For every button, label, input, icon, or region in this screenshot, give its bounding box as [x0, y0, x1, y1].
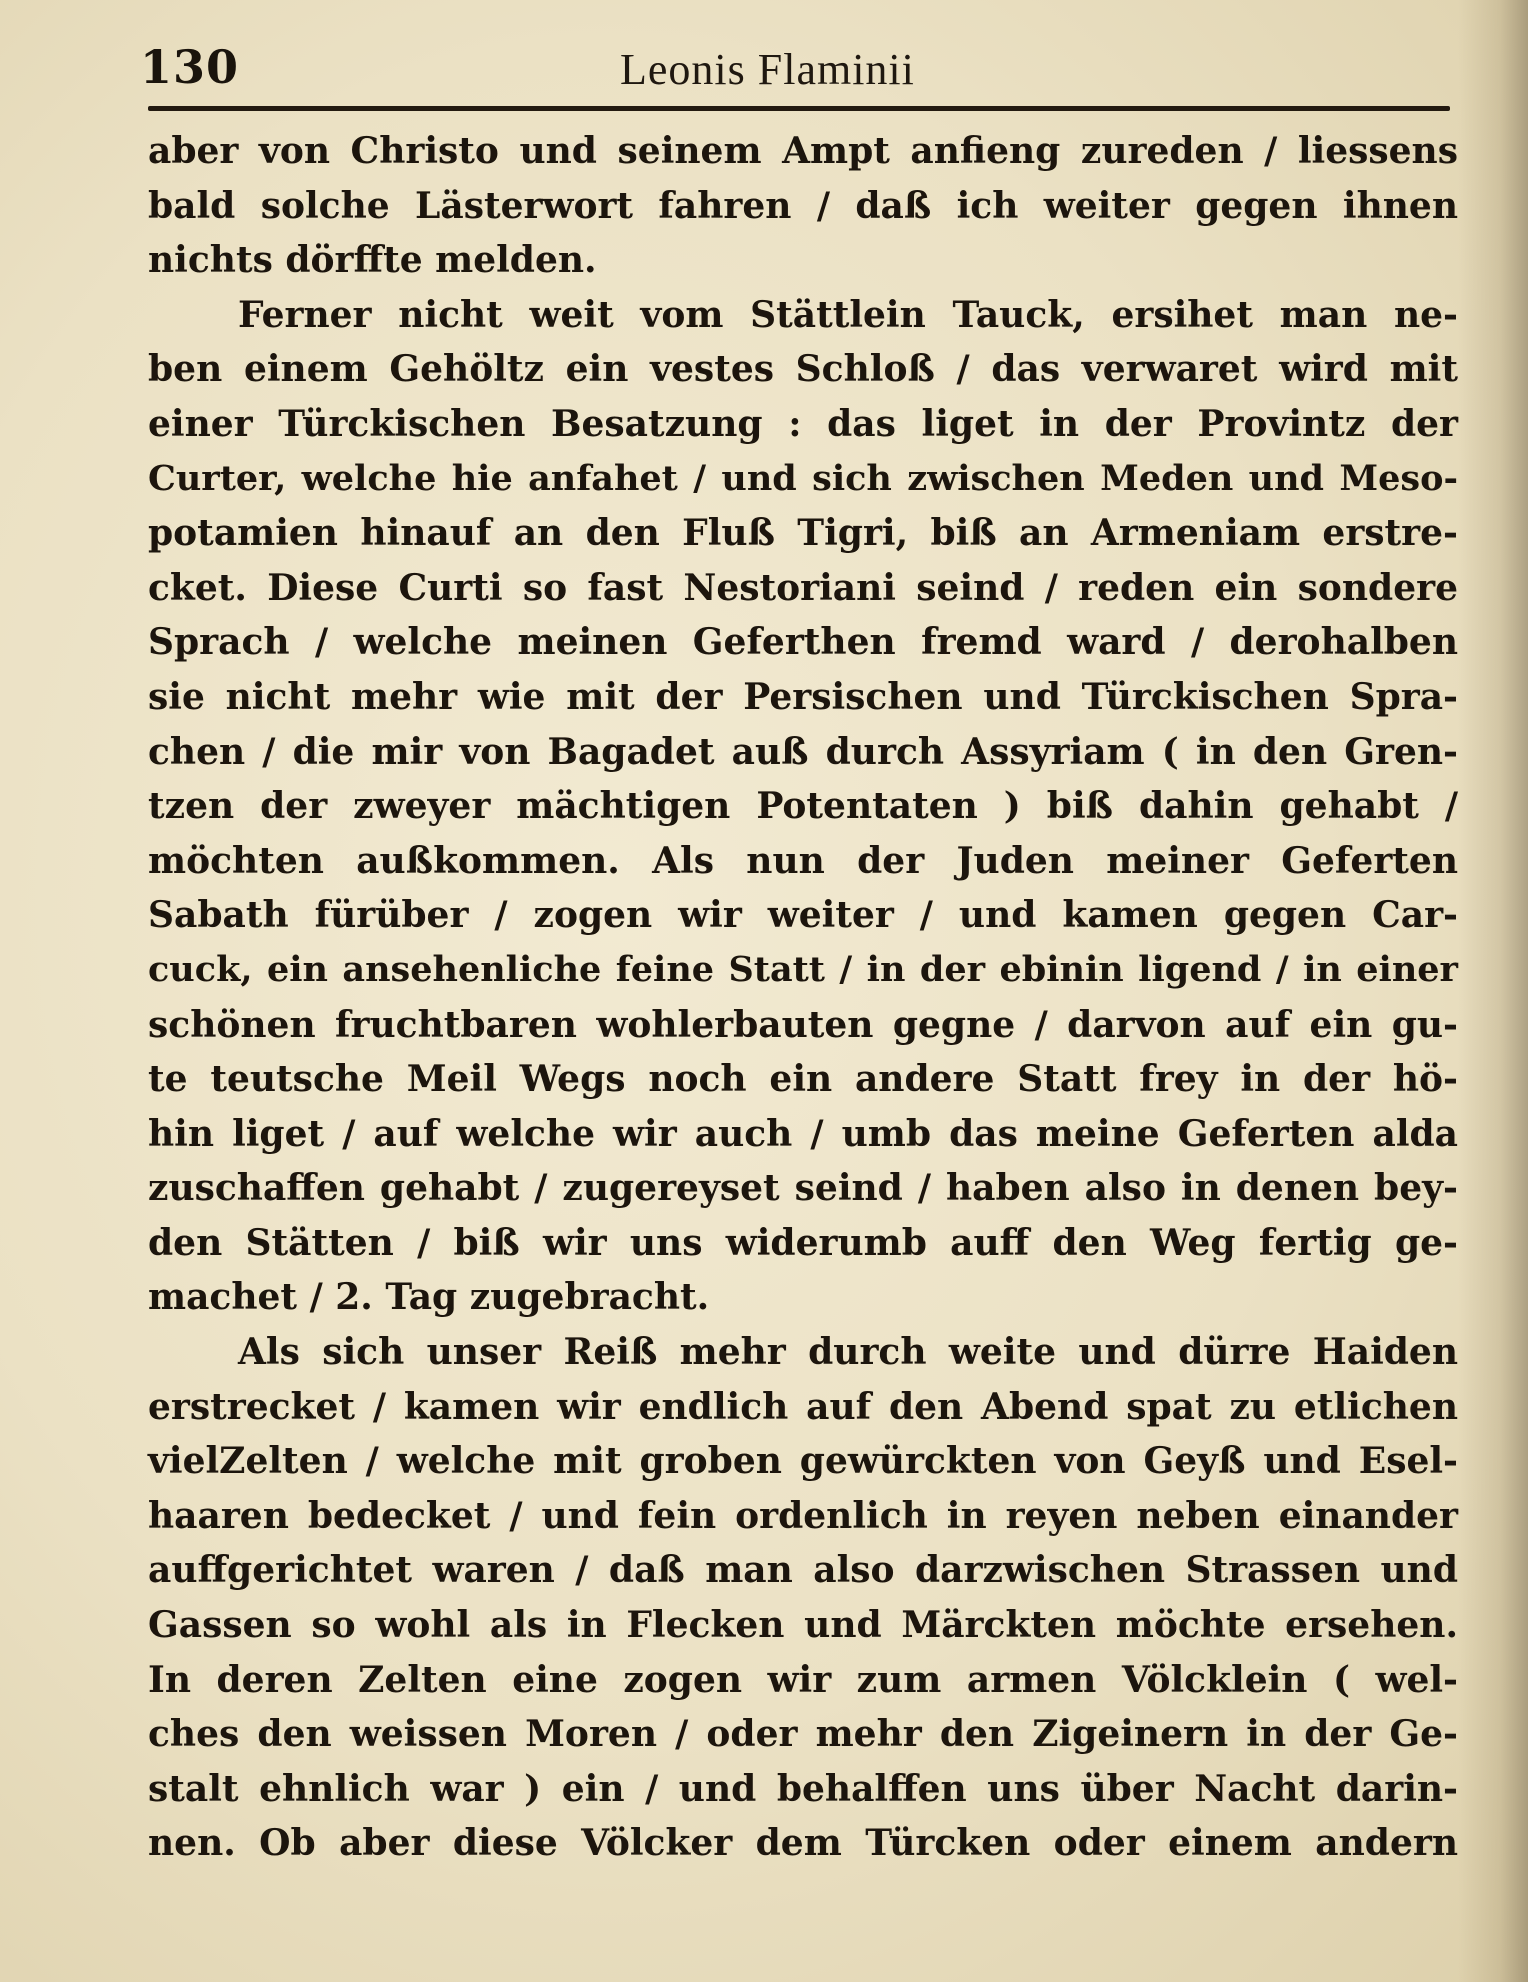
text-line: cuck, ein ansehenliche feine Statt / in der ebinin ligend / in einer	[148, 948, 1458, 990]
text-line: ben einem Gehöltz ein vestes Schloß / das verwaret wird mit	[148, 348, 1458, 391]
text-line: den Stätten / biß wir uns widerumb auff den Weg fertig ge-	[148, 1221, 1458, 1264]
text-line: Curter, welche hie anfahet / und sich zwischen Meden und Meso-	[148, 457, 1458, 499]
text-line: möchten außkommen. Als nun der Juden meiner Geferten	[148, 839, 1458, 882]
text-line: einer Türckischen Besatzung : das liget in der Provintz der	[148, 402, 1458, 445]
header-rule	[148, 106, 1450, 111]
running-title: Leonis Flaminii	[620, 45, 915, 94]
text-line: nen. Ob aber diese Völcker dem Türcken oder einem andern	[148, 1822, 1458, 1865]
text-line: machet / 2. Tag zugebracht.	[148, 1276, 710, 1319]
text-line: nichts dörffte melden.	[148, 239, 597, 282]
text-line: In deren Zelten eine zogen wir zum armen Völcklein ( wel-	[148, 1658, 1458, 1701]
text-line: cket. Diese Curti so fast Nestoriani seind / reden ein sondere	[148, 566, 1458, 609]
text-line: chen / die mir von Bagadet auß durch Assyriam ( in den Gren-	[148, 730, 1458, 773]
text-line: haaren bedecket / und fein ordenlich in reyen neben einander	[148, 1494, 1458, 1537]
text-line: vielZelten / welche mit groben gewürckten von Geyß und Esel-	[148, 1440, 1458, 1483]
text-line: bald solche Lästerwort fahren / daß ich weiter gegen ihnen	[148, 184, 1458, 227]
text-line: hin liget / auf welche wir auch / umb das meine Geferten alda	[148, 1112, 1458, 1155]
text-line: te teutsche Meil Wegs noch ein andere Statt frey in der hö-	[148, 1058, 1458, 1101]
text-line: zuschaffen gehabt / zugereyset seind / haben also in denen bey-	[148, 1167, 1458, 1210]
text-line: erstrecket / kamen wir endlich auf den Abend spat zu etlichen	[148, 1385, 1458, 1428]
text-line: tzen der zweyer mächtigen Potentaten ) biß dahin gehabt /	[148, 785, 1458, 828]
text-line: sie nicht mehr wie mit der Persischen und Türckischen Spra-	[148, 675, 1458, 718]
text-line: schönen fruchtbaren wohlerbauten gegne / darvon auf ein gu-	[148, 1003, 1458, 1046]
gutter-shadow	[1458, 0, 1528, 1982]
text-line: Als sich unser Reiß mehr durch weite und dürre Haiden	[238, 1331, 1458, 1374]
text-line: aber von Christo und seinem Ampt anfieng zureden / liessens	[148, 130, 1458, 172]
text-line: Sabath fürüber / zogen wir weiter / und kamen gegen Car-	[148, 894, 1458, 937]
page-number: 130	[140, 40, 240, 94]
page-header	[140, 40, 1460, 110]
text-line: Sprach / welche meinen Geferthen fremd ward / derohalben	[148, 621, 1458, 664]
text-line: Gassen so wohl als in Flecken und Märckten möchte ersehen.	[148, 1604, 1458, 1647]
text-line: potamien hinauf an den Fluß Tigri, biß an Armeniam erstre-	[148, 512, 1458, 555]
text-line: stalt ehnlich war ) ein / und behalffen uns über Nacht darin-	[148, 1767, 1458, 1810]
text-line: Ferner nicht weit vom Stättlein Tauck, ersihet man ne-	[238, 293, 1458, 336]
body-text	[148, 124, 1458, 1871]
text-line: auffgerichtet waren / daß man also darzwischen Strassen und	[148, 1549, 1458, 1592]
text-line: ches den weissen Moren / oder mehr den Zigeinern in der Ge-	[148, 1713, 1458, 1756]
